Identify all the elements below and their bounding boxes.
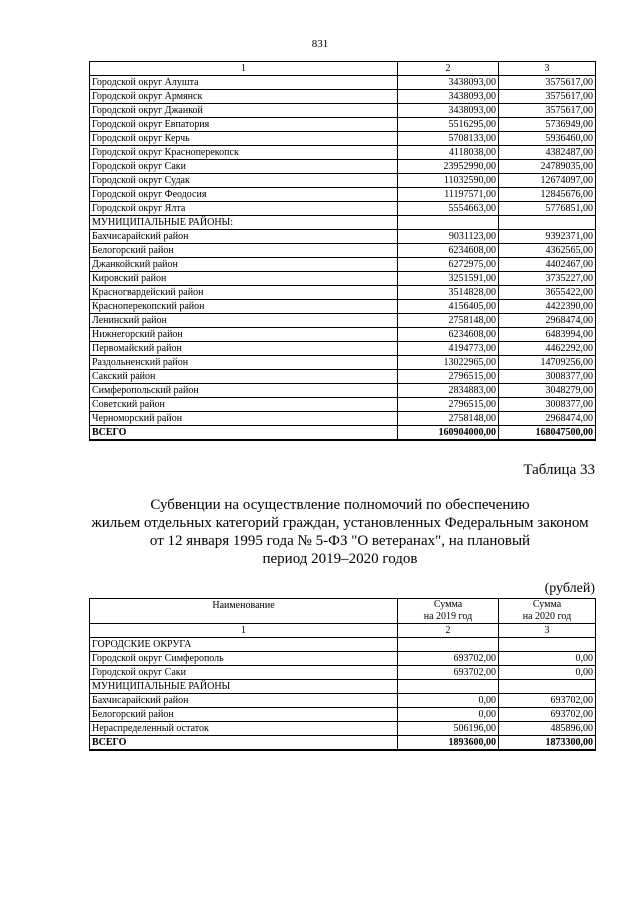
cell-name: Симферопольский район	[90, 384, 398, 398]
cell-value-2019	[398, 216, 499, 230]
header-2020-line2: на 2020 год	[522, 611, 572, 622]
cell-value-2020: 4462292,00	[499, 342, 596, 356]
table-row	[90, 146, 596, 160]
table-row	[90, 694, 596, 708]
cell-value-2019: 6272975,00	[398, 258, 499, 272]
cell-name: Городской округ Красноперекопск	[90, 146, 398, 160]
cell-value-2020: 24789035,00	[499, 160, 596, 174]
title-line: период 2019–2020 годов	[262, 551, 418, 567]
cell-name: Красноперекопский район	[90, 300, 398, 314]
numbering-row	[90, 624, 596, 638]
table-row	[90, 342, 596, 356]
cell-value-2019: 6234608,00	[398, 328, 499, 342]
cell-value-2019: 0,00	[398, 694, 499, 708]
table-row	[90, 230, 596, 244]
header-2020-line1: Сумма	[532, 599, 562, 610]
table-row	[90, 666, 596, 680]
cell-name: Кировский район	[90, 272, 398, 286]
cell-value-2020: 3655422,00	[499, 286, 596, 300]
cell-value-2020: 4382487,00	[499, 146, 596, 160]
table-row	[90, 118, 596, 132]
header-row	[90, 599, 596, 624]
table-row	[90, 722, 596, 736]
table-row	[90, 286, 596, 300]
cell-value-2019: 1893600,00	[398, 736, 499, 751]
table-row	[90, 132, 596, 146]
table-row	[90, 258, 596, 272]
cell-value-2019: 5554663,00	[398, 202, 499, 216]
cell-value-2019: 2758148,00	[398, 314, 499, 328]
cell-value-2019: 3514828,00	[398, 286, 499, 300]
cell-name: Раздольненский район	[90, 356, 398, 370]
cell-value-2020	[499, 216, 596, 230]
cell-value-2019	[398, 638, 499, 652]
cell-value-2020: 14709256,00	[499, 356, 596, 370]
cell-value-2020: 485896,00	[499, 722, 596, 736]
title-line: Субвенции на осуществление полномочий по обеспечению	[150, 497, 530, 513]
cell-name: Советский район	[90, 398, 398, 412]
cell-value-2019: 3251591,00	[398, 272, 499, 286]
cell-name: Городской округ Джанкой	[90, 104, 398, 118]
cell-value-2019: 3438093,00	[398, 104, 499, 118]
table-row	[90, 76, 596, 90]
numbering-cell: 1	[90, 624, 398, 638]
cell-value-2020: 3008377,00	[499, 398, 596, 412]
cell-value-2020	[499, 680, 596, 694]
cell-value-2020: 3	[499, 62, 596, 76]
cell-value-2019: 3438093,00	[398, 76, 499, 90]
cell-value-2019: 9031123,00	[398, 230, 499, 244]
cell-value-2019: 4118038,00	[398, 146, 499, 160]
cell-value-2020: 5936460,00	[499, 132, 596, 146]
cell-value-2020: 0,00	[499, 652, 596, 666]
cell-name: Городской округ Керчь	[90, 132, 398, 146]
cell-value-2020: 5776851,00	[499, 202, 596, 216]
cell-value-2019: 2834883,00	[398, 384, 499, 398]
table-row	[90, 244, 596, 258]
cell-value-2020: 1873300,00	[499, 736, 596, 751]
cell-name: Черноморский район	[90, 412, 398, 426]
numbering-row	[90, 62, 596, 76]
cell-name: Нижнегорский район	[90, 328, 398, 342]
cell-value-2019: 4156405,00	[398, 300, 499, 314]
cell-name: Красногвардейский район	[90, 286, 398, 300]
table-row	[90, 104, 596, 118]
cell-value-2020: 3575617,00	[499, 76, 596, 90]
table-row	[90, 202, 596, 216]
cell-value-2019: 23952990,00	[398, 160, 499, 174]
cell-value-2019: 693702,00	[398, 666, 499, 680]
cell-value-2020: 2968474,00	[499, 314, 596, 328]
cell-name: ВСЕГО	[90, 426, 398, 441]
cell-value-2019: 0,00	[398, 708, 499, 722]
cell-value-2019: 3438093,00	[398, 90, 499, 104]
cell-name: Первомайский район	[90, 342, 398, 356]
cell-name: Бахчисарайский район	[90, 230, 398, 244]
cell-value-2020: 3575617,00	[499, 90, 596, 104]
cell-name: Нераспределенный остаток	[90, 722, 398, 736]
table-title	[80, 496, 600, 568]
cell-value-2019: 11197571,00	[398, 188, 499, 202]
table-row	[90, 314, 596, 328]
table-row	[90, 174, 596, 188]
cell-value-2020: 5736949,00	[499, 118, 596, 132]
table-row	[90, 356, 596, 370]
cell-value-2019: 13022965,00	[398, 356, 499, 370]
cell-value-2020: 4362565,00	[499, 244, 596, 258]
header-name: Наименование	[90, 599, 398, 624]
cell-name: Городской округ Алушта	[90, 76, 398, 90]
cell-name: Городской округ Саки	[90, 666, 398, 680]
cell-name: Белогорский район	[90, 244, 398, 258]
cell-value-2020	[499, 638, 596, 652]
table-row	[90, 384, 596, 398]
cell-name: Городской округ Армянск	[90, 90, 398, 104]
cell-value-2019: 4194773,00	[398, 342, 499, 356]
cell-name: МУНИЦИПАЛЬНЫЕ РАЙОНЫ	[90, 680, 398, 694]
cell-value-2019: 2796515,00	[398, 370, 499, 384]
title-line: жильем отдельных категорий граждан, установленных Федеральным законом	[91, 515, 589, 531]
cell-value-2020: 12845676,00	[499, 188, 596, 202]
cell-name: Городской округ Феодосия	[90, 188, 398, 202]
cell-value-2019: 2758148,00	[398, 412, 499, 426]
table-row	[90, 370, 596, 384]
table-row	[90, 188, 596, 202]
cell-name: Бахчисарайский район	[90, 694, 398, 708]
table-caption: Таблица 33	[523, 462, 595, 478]
cell-value-2020: 3735227,00	[499, 272, 596, 286]
cell-value-2020: 693702,00	[499, 694, 596, 708]
table-row	[90, 412, 596, 426]
cell-value-2019: 160904000,00	[398, 426, 499, 441]
cell-value-2020: 3575617,00	[499, 104, 596, 118]
cell-name: Городской округ Симферополь	[90, 652, 398, 666]
table-row	[90, 708, 596, 722]
table-row	[90, 328, 596, 342]
cell-value-2020: 2968474,00	[499, 412, 596, 426]
cell-value-2019: 6234608,00	[398, 244, 499, 258]
header-2019-line1: Сумма	[433, 599, 463, 610]
cell-value-2020: 4402467,00	[499, 258, 596, 272]
cell-value-2019: 11032590,00	[398, 174, 499, 188]
table-municipal-subventions-continued	[89, 61, 596, 441]
header-2019-line2: на 2019 год	[423, 611, 473, 622]
total-row	[90, 426, 596, 441]
cell-value-2019: 2	[398, 62, 499, 76]
cell-name: Белогорский район	[90, 708, 398, 722]
cell-name: МУНИЦИПАЛЬНЫЕ РАЙОНЫ:	[90, 216, 398, 230]
cell-value-2019: 2796515,00	[398, 398, 499, 412]
page-number: 831	[311, 38, 329, 50]
numbering-cell: 2	[398, 624, 499, 638]
cell-name: Джанкойский район	[90, 258, 398, 272]
cell-name: Городской округ Евпатория	[90, 118, 398, 132]
cell-name: Ленинский район	[90, 314, 398, 328]
cell-name: Городской округ Саки	[90, 160, 398, 174]
cell-name: ГОРОДСКИЕ ОКРУГА	[90, 638, 398, 652]
cell-name: ВСЕГО	[90, 736, 398, 751]
table-row	[90, 216, 596, 230]
cell-value-2019: 5708133,00	[398, 132, 499, 146]
header-2019	[398, 599, 499, 624]
table-row	[90, 300, 596, 314]
cell-value-2020: 12674097,00	[499, 174, 596, 188]
table-row	[90, 272, 596, 286]
table-row	[90, 652, 596, 666]
numbering-cell: 3	[499, 624, 596, 638]
cell-value-2020: 3048279,00	[499, 384, 596, 398]
total-row	[90, 736, 596, 751]
cell-value-2019: 5516295,00	[398, 118, 499, 132]
cell-value-2020: 3008377,00	[499, 370, 596, 384]
cell-value-2020: 4422390,00	[499, 300, 596, 314]
cell-value-2019	[398, 680, 499, 694]
table-veterans-housing-subventions	[89, 598, 596, 751]
table-row	[90, 680, 596, 694]
cell-value-2020: 6483994,00	[499, 328, 596, 342]
cell-value-2020: 9392371,00	[499, 230, 596, 244]
cell-value-2020: 0,00	[499, 666, 596, 680]
cell-value-2020: 693702,00	[499, 708, 596, 722]
cell-name: Сакский район	[90, 370, 398, 384]
cell-value-2019: 506196,00	[398, 722, 499, 736]
table-row	[90, 90, 596, 104]
cell-value-2020: 168047500,00	[499, 426, 596, 441]
cell-name: Городской округ Судак	[90, 174, 398, 188]
title-line: от 12 января 1995 года № 5-ФЗ "О ветеранах", на плановый	[149, 533, 531, 549]
table-row	[90, 398, 596, 412]
header-2020	[499, 599, 596, 624]
table-row	[90, 638, 596, 652]
cell-value-2019: 693702,00	[398, 652, 499, 666]
table-row	[90, 160, 596, 174]
unit-label: (рублей)	[544, 581, 595, 596]
cell-name: 1	[90, 62, 398, 76]
cell-name: Городской округ Ялта	[90, 202, 398, 216]
